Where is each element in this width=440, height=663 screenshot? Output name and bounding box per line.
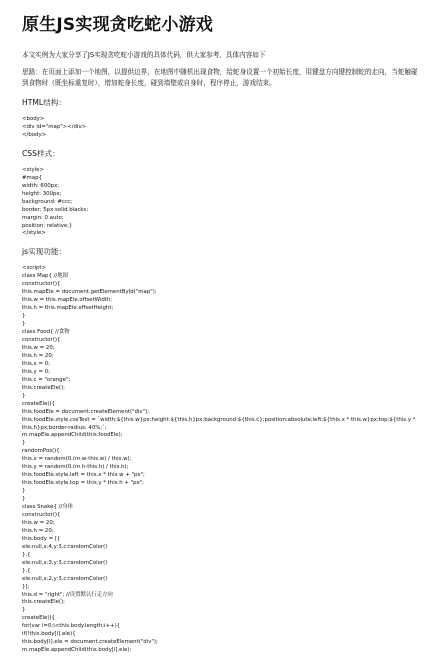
js-code-line: this.body = [{ xyxy=(22,535,61,542)
js-code-line: m.mapEle.appendChild(this.foodEle); xyxy=(22,432,123,439)
html-code-line: </body> xyxy=(22,131,47,138)
js-code-line: this.mapEle = document.getElementById("map"); xyxy=(22,289,157,296)
css-code-line: margin: 0 auto; xyxy=(22,214,64,221)
js-code-line: ele:null,x:2,y:3,c:randomColor() xyxy=(22,575,108,582)
css-heading: CSS样式： xyxy=(22,148,60,158)
js-code-line: randomPos(){ xyxy=(22,448,60,455)
js-code-line: },{ xyxy=(22,567,31,574)
js-code-line: class Snake{ //身体 xyxy=(22,504,74,511)
css-code-line: position: relative;} xyxy=(22,222,73,229)
css-code-line: height: 300px; xyxy=(22,190,62,197)
js-code-line: ele:null,x:4,y:3,c:randomColor() xyxy=(22,543,108,550)
js-code-line: class Food{ //食物 xyxy=(22,329,70,336)
css-code-line: #map{ xyxy=(22,174,42,181)
js-code-line: ele:null,x:3,y:3,c:randomColor() xyxy=(22,559,108,566)
js-code-line: this.x = 0; xyxy=(22,360,50,367)
js-code-line: if(!this.body[i].ele){ xyxy=(22,631,76,638)
js-code-line: this.c = "orange"; xyxy=(22,376,71,383)
js-code-line: } xyxy=(22,392,26,399)
css-code-block xyxy=(22,167,422,239)
js-code-line: } xyxy=(22,321,26,328)
js-code-line: this.createEle(); xyxy=(22,384,65,391)
js-code-line: constructor(){ xyxy=(22,511,61,518)
js-code-line: this.d = "right"; //设置默认行走方向 xyxy=(22,591,113,598)
js-code-line: } xyxy=(22,496,26,503)
idea-paragraph: 思路：在页面上添加一个地图，以提供边界，在地图中随机出现食物，给蛇身设置一个初始长度，用键盘方向键控制蛇的走向，当蛇触碰到食物时（既坐标重复时），增加蛇身长度，碰到墙壁或自身时，程序停止，游戏结束。 xyxy=(22,68,418,87)
js-code-line: createEle(){ xyxy=(22,400,55,407)
js-code-line: this.h = 20; xyxy=(22,352,54,359)
js-code-line: this.createEle(); xyxy=(22,599,65,606)
js-code-line: constructor(){ xyxy=(22,281,61,288)
html-code-block xyxy=(22,116,422,140)
js-code-line: this.foodEle.style.top = this.y * this.h + "px"; xyxy=(22,480,144,487)
js-code-line: this.h = 20; xyxy=(22,527,54,534)
js-code-line: for(var i=0;i<this.body.length;i++){ xyxy=(22,623,121,630)
document-page xyxy=(22,14,422,663)
js-code-line: m.mapEle.appendChild(this.body[i].ele); xyxy=(22,647,132,654)
page-title: 原生JS实现贪吃蛇小游戏 xyxy=(22,15,213,35)
css-code-line: <style> xyxy=(22,166,44,173)
html-code-line: <div id="map"></div> xyxy=(22,123,87,130)
js-code-line: this.w = 20; xyxy=(22,519,55,526)
js-code-line: this.foodEle.style.cssText = `width:${this.w}px;height:${this.h}px;background:${this.c};position:absolute;left:${this.x * this.w}px;top:${this.y * xyxy=(22,416,416,423)
js-code-line: } xyxy=(22,440,26,447)
js-code-line: <script> xyxy=(22,265,47,272)
js-code-line: createEle(){ xyxy=(22,615,55,622)
js-code-line: },{ xyxy=(22,551,31,558)
html-heading: HTML结构： xyxy=(22,98,66,107)
css-code-line: background: #ccc; xyxy=(22,198,73,205)
js-code-line: this.foodEle.style.left = this.x * this.w + "px"; xyxy=(22,472,145,479)
js-code-line: this.y = 0; xyxy=(22,368,50,375)
js-code-line: } xyxy=(22,607,26,614)
js-code-line: this.w = 20; xyxy=(22,344,55,351)
html-code-line: <body> xyxy=(22,116,45,122)
js-code-line: this.x = random(0,(m.w-this.w) / this.w); xyxy=(22,456,132,463)
js-code-line: } xyxy=(22,313,26,320)
js-code-line: this.foodEle = document.createElement("div"); xyxy=(22,408,150,415)
js-code-line: this.body[i].ele = document.createElement("div"); xyxy=(22,639,158,646)
css-code-line: </style> xyxy=(22,230,46,237)
js-code-line: this.w = this.mapEle.offsetWidth; xyxy=(22,297,113,304)
intro-paragraph: 本文实例为大家分享了JS实现贪吃蛇小游戏的具体代码，供大家参考，具体内容如下 xyxy=(22,51,266,59)
js-code-line: class Map{ //地图 xyxy=(22,273,69,280)
css-code-line: border: 5px solid blacks; xyxy=(22,206,89,213)
js-code-line: } xyxy=(22,488,26,495)
js-code-block xyxy=(22,265,422,655)
js-code-line: this.h = this.mapEle.offsetHeight; xyxy=(22,305,114,312)
js-heading: js实现功能： xyxy=(22,247,67,257)
js-code-line: }]; xyxy=(22,583,30,590)
js-code-line: this.y = random(0,(m.h-this.h) / this.h); xyxy=(22,464,129,471)
js-code-line: this.h}px;border-radius: 40%;`; xyxy=(22,424,107,431)
js-code-line: constructor(){ xyxy=(22,337,61,344)
css-code-line: width: 600px; xyxy=(22,182,60,189)
